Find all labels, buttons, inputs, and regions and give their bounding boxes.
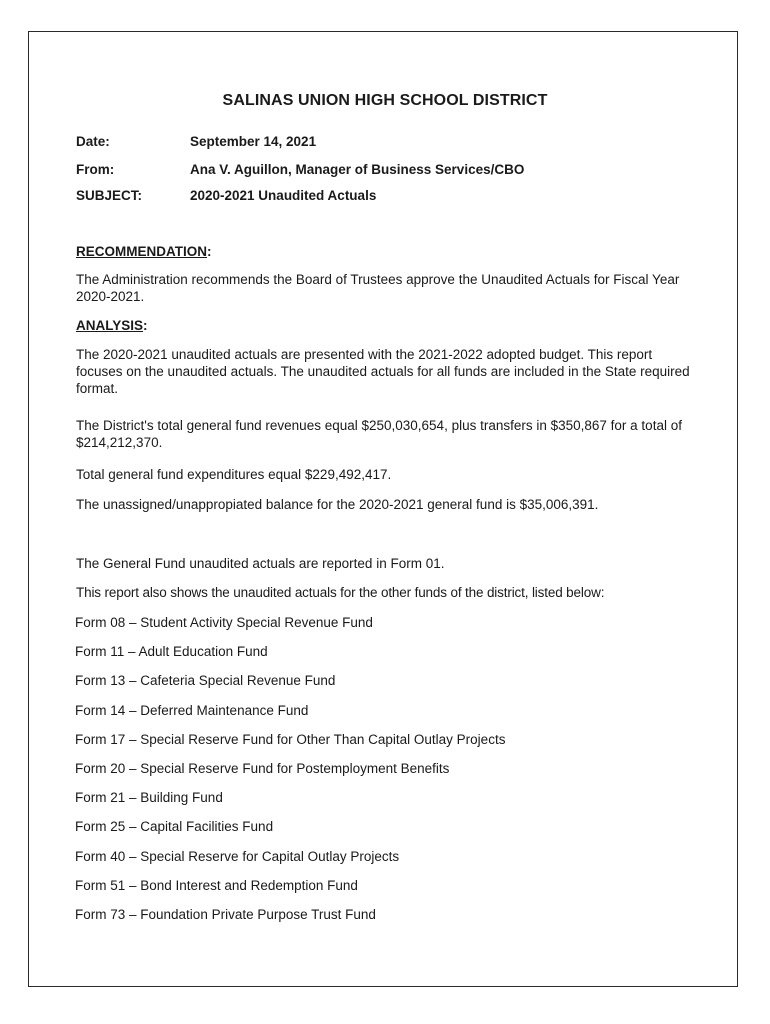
recommendation-heading-colon: :	[207, 244, 212, 259]
other-funds-intro: This report also shows the unaudited actuals for the other funds of the district, listed below:	[76, 585, 605, 600]
analysis-paragraph-4: The unassigned/unappropiated balance for the 2020-2021 general fund is $35,006,391.	[76, 497, 599, 512]
analysis-paragraph-3: Total general fund expenditures equal $229,492,417.	[76, 467, 392, 482]
form-list-item: Form 08 – Student Activity Special Revenue Fund	[75, 615, 373, 630]
recommendation-heading	[76, 244, 212, 259]
analysis-heading-text: ANALYSIS	[76, 318, 144, 333]
general-fund-note: The General Fund unaudited actuals are reported in Form 01.	[76, 556, 445, 571]
analysis-paragraph-2: The District's total general fund revenues equal $250,030,654, plus transfers in $350,867 for a total of $214,212,370.	[76, 418, 682, 450]
form-list-item: Form 13 – Cafeteria Special Revenue Fund	[75, 673, 336, 689]
form-list-item: Form 40 – Special Reserve for Capital Outlay Projects	[75, 848, 400, 864]
form-list-item: Form 14 – Deferred Maintenance Fund	[75, 702, 309, 718]
analysis-heading-colon: :	[143, 318, 148, 333]
subject-label: SUBJECT:	[76, 188, 143, 203]
meta-subject-row	[76, 188, 376, 203]
page-title: SALINAS UNION HIGH SCHOOL DISTRICT	[222, 92, 548, 109]
date-value: September 14, 2021	[190, 134, 317, 149]
analysis-heading	[76, 318, 148, 333]
form-list-item: Form 20 – Special Reserve Fund for Postemployment Benefits	[75, 760, 450, 776]
from-label: From:	[76, 162, 115, 177]
fund-form-list	[75, 614, 505, 935]
form-list-item: Form 21 – Building Fund	[75, 790, 223, 806]
recommendation-text: The Administration recommends the Board of Trustees approve the Unaudited Actuals for Fiscal Year 2020-2021.	[76, 272, 680, 304]
form-list-item: Form 11 – Adult Education Fund	[75, 644, 268, 660]
analysis-paragraph-1: The 2020-2021 unaudited actuals are presented with the 2021-2022 adopted budget. This report focuses on the unaudited actuals. The unaudited actuals for all funds are included in the State required format.	[76, 347, 690, 396]
from-value: Ana V. Aguillon, Manager of Business Services/CBO	[190, 162, 525, 177]
form-list-item: Form 73 – Foundation Private Purpose Trust Fund	[75, 906, 376, 922]
meta-date-row	[76, 134, 316, 149]
meta-from-row	[76, 162, 524, 177]
subject-value: 2020-2021 Unaudited Actuals	[190, 188, 377, 203]
form-list-item: Form 51 – Bond Interest and Redemption Fund	[75, 877, 358, 893]
recommendation-heading-text: RECOMMENDATION	[76, 244, 207, 259]
date-label: Date:	[76, 134, 110, 149]
form-list-item: Form 17 – Special Reserve Fund for Other Than Capital Outlay Projects	[75, 731, 506, 747]
form-list-item: Form 25 – Capital Facilities Fund	[75, 819, 274, 835]
